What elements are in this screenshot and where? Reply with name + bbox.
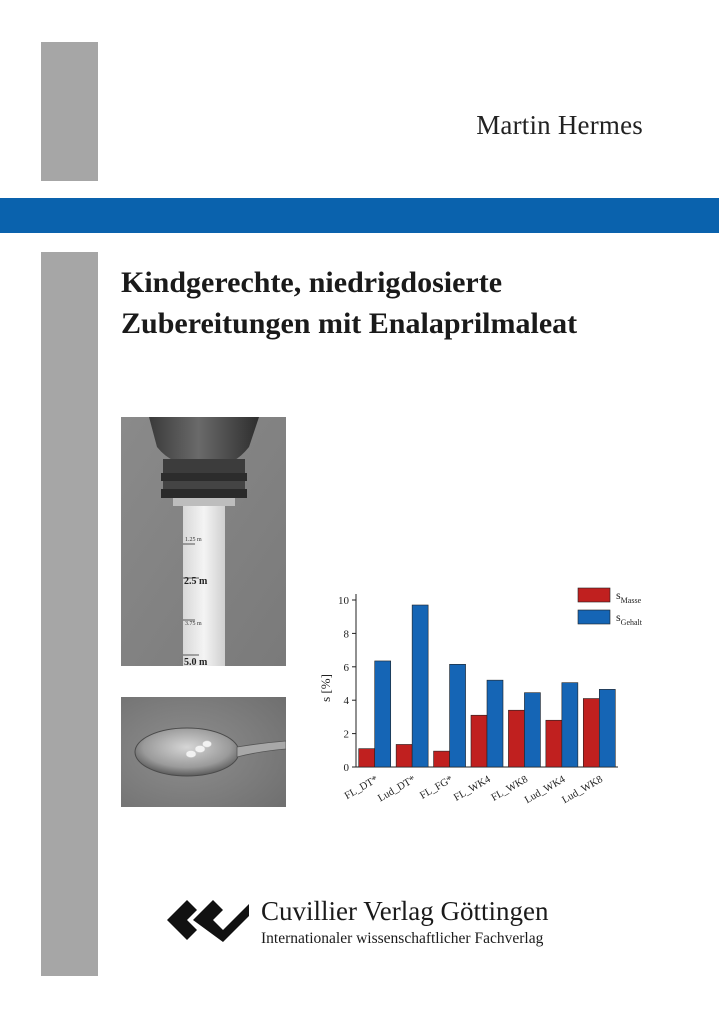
bar-chart xyxy=(300,580,700,850)
bar-masse-6 xyxy=(583,699,599,767)
x-tick-label: FL_WK8 xyxy=(489,774,530,804)
x-tick-label: Lud_DT* xyxy=(376,774,418,805)
cuvillier-logo-icon xyxy=(163,896,251,946)
legend-label-gehalt: $s_{Gehalt}$ xyxy=(616,610,642,627)
publisher-subtitle: Internationaler wissenschaftlicher Fachverlag xyxy=(261,930,544,947)
scale-label-2: 2.5 m xyxy=(184,576,208,587)
scale-label-3: 3.75 m xyxy=(185,621,202,627)
x-tick-label: Lud_WK8 xyxy=(560,774,605,807)
x-tick-label: Lud_WK4 xyxy=(522,774,568,807)
bar-gehalt-2 xyxy=(450,664,466,767)
bar-gehalt-3 xyxy=(487,680,503,767)
book-title xyxy=(121,262,701,344)
blue-band xyxy=(0,198,719,233)
y-tick-label: 10 xyxy=(338,595,349,607)
chart-legend xyxy=(578,588,643,627)
bar-gehalt-1 xyxy=(412,605,428,767)
scale-label-4: 5.0 m xyxy=(184,657,208,666)
y-tick-label: 6 xyxy=(343,661,349,674)
syringe-photo xyxy=(121,417,286,666)
y-tick-label: 8 xyxy=(343,628,349,641)
spoon-photo xyxy=(121,697,286,807)
grey-top-bar xyxy=(41,42,98,181)
bar-gehalt-4 xyxy=(524,693,540,767)
title-line-1: Kindgerechte, niedrigdosierte xyxy=(121,266,503,299)
bar-masse-2 xyxy=(434,751,450,767)
publisher-name: Cuvillier Verlag Göttingen xyxy=(261,896,549,926)
bar-masse-1 xyxy=(396,744,412,767)
y-axis-label: s [%] xyxy=(318,674,333,702)
legend-label-masse: $s_{Masse}$ xyxy=(616,588,642,605)
bar-gehalt-0 xyxy=(375,661,391,767)
legend-swatch-masse xyxy=(578,588,610,602)
y-tick-label: 4 xyxy=(343,695,349,708)
grey-side-bar xyxy=(41,252,98,976)
bar-masse-0 xyxy=(359,749,375,767)
legend-swatch-gehalt xyxy=(578,610,610,624)
bar-masse-4 xyxy=(508,710,524,767)
bar-gehalt-5 xyxy=(562,683,578,767)
bar-masse-5 xyxy=(546,720,562,767)
y-tick-label: 0 xyxy=(343,762,349,774)
publisher-block xyxy=(163,894,583,954)
x-tick-label: FL_WK4 xyxy=(452,774,493,804)
bar-masse-3 xyxy=(471,715,487,767)
scale-label-1: 1.25 m xyxy=(185,537,202,543)
y-tick-label: 2 xyxy=(343,728,349,741)
chart-bars xyxy=(359,605,616,767)
bar-gehalt-6 xyxy=(599,689,615,767)
x-tick-label: FL_DT* xyxy=(342,774,381,802)
author-name: Martin Hermes xyxy=(476,110,643,140)
title-line-2: Zubereitungen mit Enalaprilmaleat xyxy=(121,307,578,340)
x-tick-label: FL_FG* xyxy=(418,774,456,802)
